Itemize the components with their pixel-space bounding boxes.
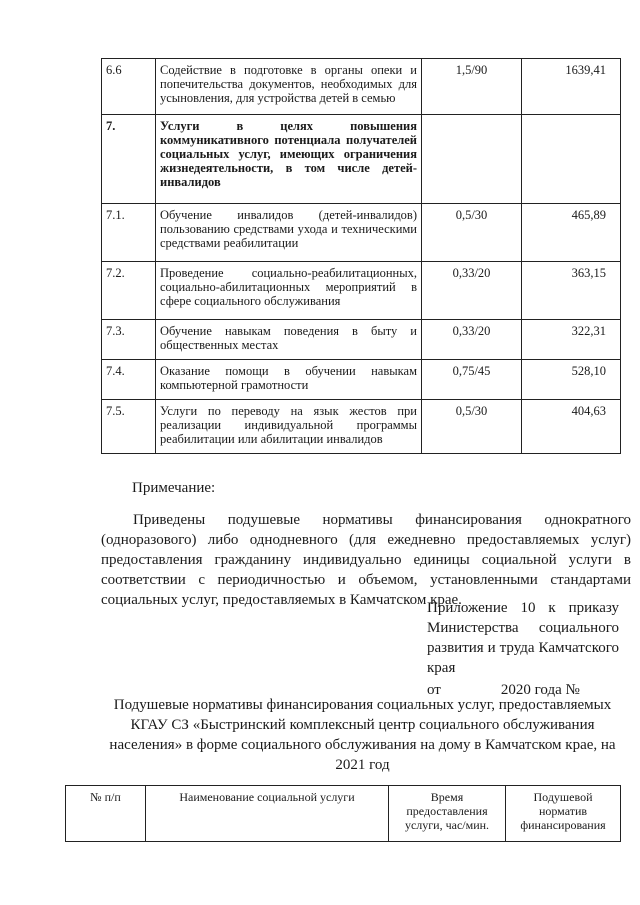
service-norm: 363,15 (522, 262, 621, 320)
table-row (102, 115, 621, 204)
service-time: 0,5/30 (422, 400, 522, 454)
service-norm (522, 115, 621, 204)
service-time (422, 115, 522, 204)
service-name: Проведение социально-реабилитационных, социально-абилитационных мероприятий в сфере социального обслуживания (156, 262, 422, 320)
service-name: Содействие в подготовке в органы опеки и попечительства документов, необходимых для усыновления, для устройства детей в семью (156, 59, 422, 115)
row-number: 7.3. (102, 320, 156, 360)
services-table-body (102, 59, 621, 454)
service-name: Услуги по переводу на язык жестов при реализации индивидуальной программы реабилитации или абилитации инвалидов (156, 400, 422, 454)
document-title: Подушевые нормативы финансирования социальных услуг, предоставляемых КГАУ СЗ «Быстринский комплексный центр социального обслуживания населения» в форме социального обслуживания на дому в Камчатском крае, на 2021 год (109, 697, 616, 773)
row-number: 7. (102, 115, 156, 204)
table-header-row (66, 786, 621, 842)
row-number: 7.5. (102, 400, 156, 454)
header-service-name: Наименование социальной услуги (146, 786, 389, 842)
service-norm: 322,31 (522, 320, 621, 360)
appendix-text: Приложение 10 к приказу Министерства социального развития и труда Камчатского края (427, 600, 619, 676)
service-time: 0,75/45 (422, 360, 522, 400)
row-number: 6.6 (102, 59, 156, 115)
service-norm: 404,63 (522, 400, 621, 454)
row-number: 7.1. (102, 204, 156, 262)
header-number: № п/п (66, 786, 146, 842)
service-name: Обучение навыкам поведения в быту и общественных местах (156, 320, 422, 360)
service-name: Услуги в целях повышения коммуникативного потенциала получателей социальных услуг, имеющих ограничения жизнедеятельности, в том числе детей-инвалидов (156, 115, 422, 204)
service-norm: 528,10 (522, 360, 621, 400)
service-time: 0,33/20 (422, 262, 522, 320)
header-time: Время предоставления услуги, час/мин. (389, 786, 506, 842)
service-time: 0,33/20 (422, 320, 522, 360)
services-table (101, 58, 621, 454)
header-norm: Подушевой норматив финансирования (506, 786, 621, 842)
appendix-block (427, 598, 619, 700)
note-title: Примечание: (132, 480, 216, 496)
service-name: Оказание помощи в обучении навыкам компьютерной грамотности (156, 360, 422, 400)
table-row (102, 320, 621, 360)
note-text: Приведены подушевые нормативы финансирования однократного (одноразового) либо однодневного (для ежедневно предоставляемых услуг) предоставления гражданину индивидуально единицы социальной услуги в соответствии с периодичностью и объемом, установленными стандартами социальных услуг, предоставляемых в Камчатском крае. (101, 512, 631, 608)
table-row (102, 400, 621, 454)
table-row (102, 204, 621, 262)
service-time: 0,5/30 (422, 204, 522, 262)
services-header-table (65, 785, 621, 842)
row-number: 7.4. (102, 360, 156, 400)
table-row (102, 262, 621, 320)
row-number: 7.2. (102, 262, 156, 320)
service-norm: 465,89 (522, 204, 621, 262)
service-time: 1,5/90 (422, 59, 522, 115)
service-norm: 1639,41 (522, 59, 621, 115)
service-name: Обучение инвалидов (детей-инвалидов) пользованию средствами ухода и техническими средствами реабилитации (156, 204, 422, 262)
appendix-date-suffix: 2020 года № (500, 682, 580, 698)
appendix-date-prefix: от (427, 682, 441, 698)
table-row (102, 59, 621, 115)
table-row (102, 360, 621, 400)
